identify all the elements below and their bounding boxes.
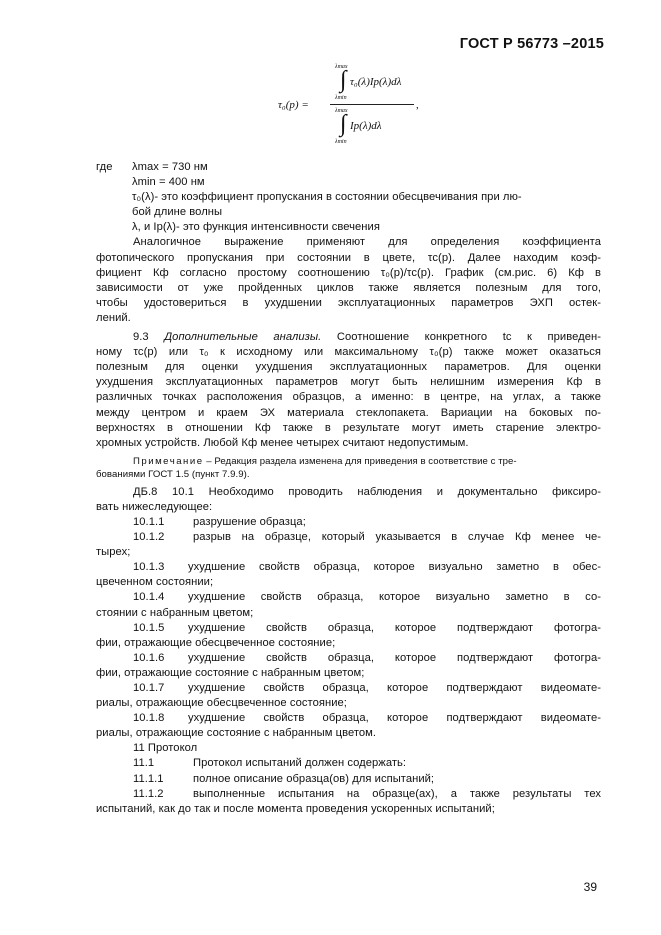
list-item: 11.1.2 выполненные испытания на образце(ах), а также результаты тех xyxy=(133,787,601,800)
list-item-cont: испытаний, как до так и после момента проведения ускоренных испытаний; xyxy=(96,802,495,815)
list-item: 10.1.5 ухудшение свойств образца, которое подтверждают фотогра- xyxy=(133,621,601,634)
paragraph-line: ухудшения эксплуатационных параметров могут быть нелишним измерения Кф в xyxy=(96,376,601,389)
list-item: 10.1.7 ухудшение свойств образца, которое подтверждают видеомате- xyxy=(133,682,601,694)
note-line-2: бованиями ГОСТ 1.5 (пункт 7.9.9). xyxy=(96,468,250,480)
paragraph-line: между центром и краем ЭХ материала стеклопакета. Вариации на боковых по- xyxy=(96,406,601,419)
section-9-3-line1: 9.3 Дополнительные анализы. Соотношение конкретного tc к приведен- xyxy=(133,331,601,344)
standard-code: ГОСТ Р 56773 –2015 xyxy=(459,36,604,52)
formula-numerator: τ₀(λ)Ip(λ)dλ xyxy=(350,76,402,88)
paragraph-line: верхностях в отношении Кф также в результате могут иметь старение электро- xyxy=(96,421,601,434)
fraction-line xyxy=(330,104,414,105)
formula-comma: , xyxy=(416,99,419,111)
paragraph-line: Аналогичное выражение применяют для определения коэффициента xyxy=(133,236,601,249)
integral-sign-bottom: ∫ xyxy=(340,111,347,137)
list-item-cont: стоянии с набранным цветом; xyxy=(96,606,254,619)
paragraph-line: вать нижеследующее: xyxy=(96,500,213,513)
lambda-max: λmax = 730 нм xyxy=(132,161,208,173)
formula-lower-limit-top: λmin xyxy=(335,95,347,101)
list-item: 10.1.4 ухудшение свойств образца, которое визуально заметно в со- xyxy=(133,591,601,604)
list-item: 10.1.2 разрыв на образце, который указывается в случае Кф менее че- xyxy=(133,531,601,544)
note-line-1: Примечание – Редакция раздела изменена для приведения в соответствие с тре- xyxy=(133,455,517,467)
list-item: 10.1.1 разрушение образца; xyxy=(133,515,306,528)
transmittance-formula xyxy=(278,64,438,148)
tau-definition-1: τ₀(λ)- это коэффициент пропускания в состоянии обесцвечивания при лю- xyxy=(132,191,522,204)
list-item-cont: фии, отражающие состояние с набранным цветом; xyxy=(96,666,365,679)
list-item: 10.1.3 ухудшение свойств образца, которое визуально заметно в обес- xyxy=(133,561,601,574)
list-item: 11.1 Протокол испытаний должен содержать: xyxy=(133,757,407,770)
paragraph-line: фотопического пропускания при состоянии в цвете, τc(p). Далее находим коэф- xyxy=(96,251,601,264)
section-title: Дополнительные анализы. xyxy=(164,331,322,344)
lambda-min: λmin = 400 нм xyxy=(132,176,205,189)
paragraph-line: зависимости от уже пройденных циклов также является полезным для того, xyxy=(96,281,601,294)
paragraph-line: ному τc(p) или τ₀ к исходному или максимальному τ₀(p) также может оказаться xyxy=(96,346,601,359)
page-number: 39 xyxy=(583,880,597,894)
paragraph-line: фициент Кф согласно простому соотношению τ₀(p)/τc(p). График (см.рис. 6) Кф в xyxy=(96,266,601,279)
integral-sign-top: ∫ xyxy=(340,67,347,93)
paragraph-line: хромных устройств. Любой Кф менее четырех считают недопустимым. xyxy=(96,436,469,449)
formula-upper-limit-bottom: λmax xyxy=(335,108,348,114)
ip-definition: λ, и Ip(λ)- это функция интенсивности свечения xyxy=(132,221,380,234)
paragraph-line: ДБ.8 10.1 Необходимо проводить наблюдения и документально фиксиро- xyxy=(133,485,601,498)
section-11-heading: 11 Протокол xyxy=(133,742,198,755)
paragraph-line: различных точках расположения образцов, а именно: в центре, на углах, а также xyxy=(96,391,601,404)
formula-lhs: τ₀(p) = xyxy=(278,99,309,111)
list-item-cont: риалы, отражающие состояние с набранным цветом. xyxy=(96,727,377,740)
list-item-cont: цвеченном состоянии; xyxy=(96,576,214,589)
paragraph-line: полезным для оценки ухудшения эксплуатационных параметров. Для оценки xyxy=(96,361,601,374)
paragraph-line: чтобы удостовериться в ухудшении эксплуатационных параметров ЭХП остек- xyxy=(96,296,601,309)
list-item: 10.1.8 ухудшение свойств образца, которое подтверждают видеомате- xyxy=(133,712,601,725)
paragraph-line: лений. xyxy=(96,311,131,324)
list-item-cont: риалы, отражающие обесцвеченное состояние; xyxy=(96,697,347,710)
where-label: где xyxy=(96,161,113,173)
tau-definition-2: бой длине волны xyxy=(132,206,223,219)
list-item-cont: фии, отражающие обесцвеченное состояние; xyxy=(96,636,336,649)
list-item-cont: тырех; xyxy=(96,546,131,559)
where-line xyxy=(96,160,601,175)
body-text xyxy=(96,160,601,817)
section-number: 9.3 xyxy=(133,331,149,344)
formula-denominator: Ip(λ)dλ xyxy=(350,120,382,132)
formula-lower-limit-bottom: λmin xyxy=(335,139,347,145)
list-item: 11.1.1 полное описание образца(ов) для испытаний; xyxy=(133,772,435,785)
note-label: Примечание xyxy=(133,455,204,467)
formula-upper-limit-top: λmax xyxy=(335,64,348,70)
list-item: 10.1.6 ухудшение свойств образца, которое подтверждают фотогра- xyxy=(133,651,601,664)
